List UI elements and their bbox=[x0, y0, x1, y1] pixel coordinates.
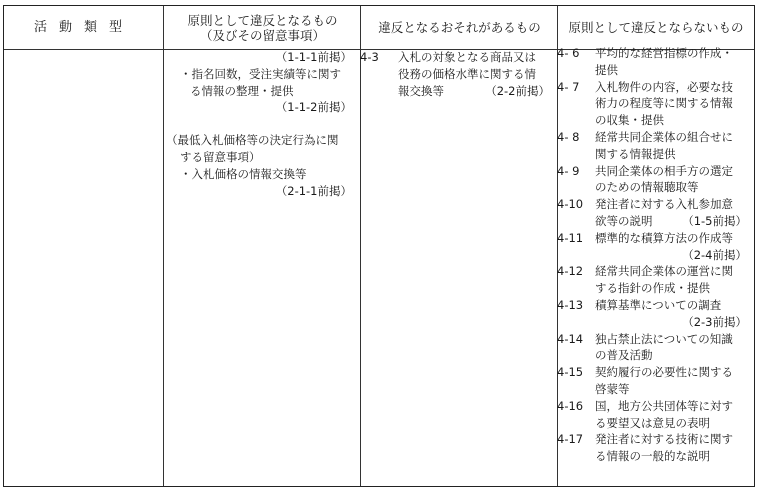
list-item bbox=[557, 79, 747, 129]
item-line: る要望又は意見の表明 bbox=[595, 415, 710, 430]
item-line: 入札の対象となる商品又は bbox=[398, 50, 536, 64]
header-activity-type: 活動類型 bbox=[33, 20, 134, 35]
list-item bbox=[557, 398, 747, 432]
item-line: 術力の程度等に関する情報 bbox=[595, 96, 733, 111]
bullet1-line2: る情報の整理・提供 bbox=[190, 83, 294, 98]
item-number: 4-15 bbox=[557, 365, 584, 380]
item-line: 積算基準についての調査 bbox=[595, 297, 722, 312]
list-item bbox=[557, 297, 747, 331]
header-no-violation: 原則として違反とならないもの bbox=[568, 20, 744, 35]
bullet2: ・入札価格の情報交換等 bbox=[180, 166, 307, 181]
item-number: 4-12 bbox=[557, 264, 584, 279]
list-item bbox=[557, 230, 747, 264]
list-item bbox=[557, 431, 747, 465]
possible-violation-cell bbox=[360, 49, 550, 99]
item-line: 共同企業体の相手方の選定 bbox=[595, 163, 733, 178]
item-number: 4-16 bbox=[557, 398, 584, 413]
item-line: の普及活動 bbox=[595, 348, 653, 363]
bullet1-ref: （1-1-2前掲） bbox=[275, 100, 352, 115]
bullet1-line1: ・指名回数，受注実績等に関す bbox=[180, 66, 341, 81]
item-number: 4- 8 bbox=[557, 129, 580, 144]
note-line1: （最低入札価格等の決定行為に関 bbox=[166, 133, 339, 148]
item-number: 4-10 bbox=[557, 197, 584, 212]
item-number: 4-17 bbox=[557, 432, 584, 447]
item-number: 4- 6 bbox=[557, 46, 580, 60]
item-line: 報交換等 bbox=[398, 83, 444, 98]
item-line: 独占禁止法についての知識 bbox=[595, 331, 733, 346]
item-line: 提供 bbox=[595, 62, 618, 77]
list-item bbox=[557, 331, 747, 365]
item-number: 4- 7 bbox=[557, 79, 580, 94]
list-item bbox=[557, 196, 747, 230]
list-item bbox=[557, 364, 747, 398]
item-line: 啓蒙等 bbox=[595, 381, 630, 396]
item-line: する指針の作成・提供 bbox=[595, 281, 710, 296]
item-line: 平均的な経営指標の作成・ bbox=[595, 46, 733, 60]
note-line2: する留意事項） bbox=[180, 149, 261, 164]
item-number: 4- 9 bbox=[557, 163, 580, 178]
list-item bbox=[557, 129, 747, 163]
item-line: る情報の一般的な説明 bbox=[595, 449, 710, 464]
item-number: 4-13 bbox=[557, 297, 584, 312]
item-ref: （2-4前掲） bbox=[682, 247, 747, 262]
list-item bbox=[557, 163, 747, 197]
header-violation bbox=[164, 6, 361, 49]
column-activity-type bbox=[4, 6, 164, 486]
item-ref: （2-3前掲） bbox=[682, 314, 747, 329]
item-line: 関する情報提供 bbox=[595, 146, 676, 161]
header-possible-violation: 違反となるおそれがあるもの bbox=[378, 20, 541, 35]
item-number: 4-14 bbox=[557, 331, 584, 346]
item-ref: （1-5前掲） bbox=[682, 213, 747, 228]
ref-top: （1-1-1前掲） bbox=[275, 50, 352, 64]
header-violation-line2: （及びその留意事項） bbox=[199, 27, 325, 43]
list-item bbox=[360, 49, 550, 99]
item-number: 4-11 bbox=[557, 230, 584, 245]
item-number: 4-3 bbox=[360, 50, 379, 64]
item-line: 入札物件の内容，必要な技 bbox=[595, 79, 733, 94]
item-line: 標準的な積算方法の作成等 bbox=[595, 230, 733, 245]
item-line: 経常共同企業体の運営に関 bbox=[595, 264, 733, 279]
header-violation-line1: 原則として違反となるもの bbox=[187, 12, 338, 28]
item-line: 役務の価格水準に関する情 bbox=[398, 66, 536, 81]
item-line: 契約履行の必要性に関する bbox=[595, 365, 733, 380]
item-ref: （2-2前掲） bbox=[485, 83, 550, 98]
violation-cell bbox=[166, 49, 352, 199]
bullet2-ref: （2-1-1前掲） bbox=[275, 183, 352, 198]
list-item bbox=[557, 45, 747, 79]
item-line: 国，地方公共団体等に対す bbox=[595, 398, 733, 413]
list-item bbox=[557, 263, 747, 297]
item-line: 発注者に対する技術に関す bbox=[595, 432, 733, 447]
item-line: 欲等の説明 bbox=[595, 213, 653, 228]
no-violation-cell bbox=[557, 45, 747, 465]
item-line: の収集・提供 bbox=[595, 113, 664, 128]
item-line: のための情報聴取等 bbox=[595, 180, 699, 195]
item-line: 発注者に対する入札参加意 bbox=[595, 197, 733, 212]
item-line: 経常共同企業体の組合せに bbox=[595, 129, 733, 144]
